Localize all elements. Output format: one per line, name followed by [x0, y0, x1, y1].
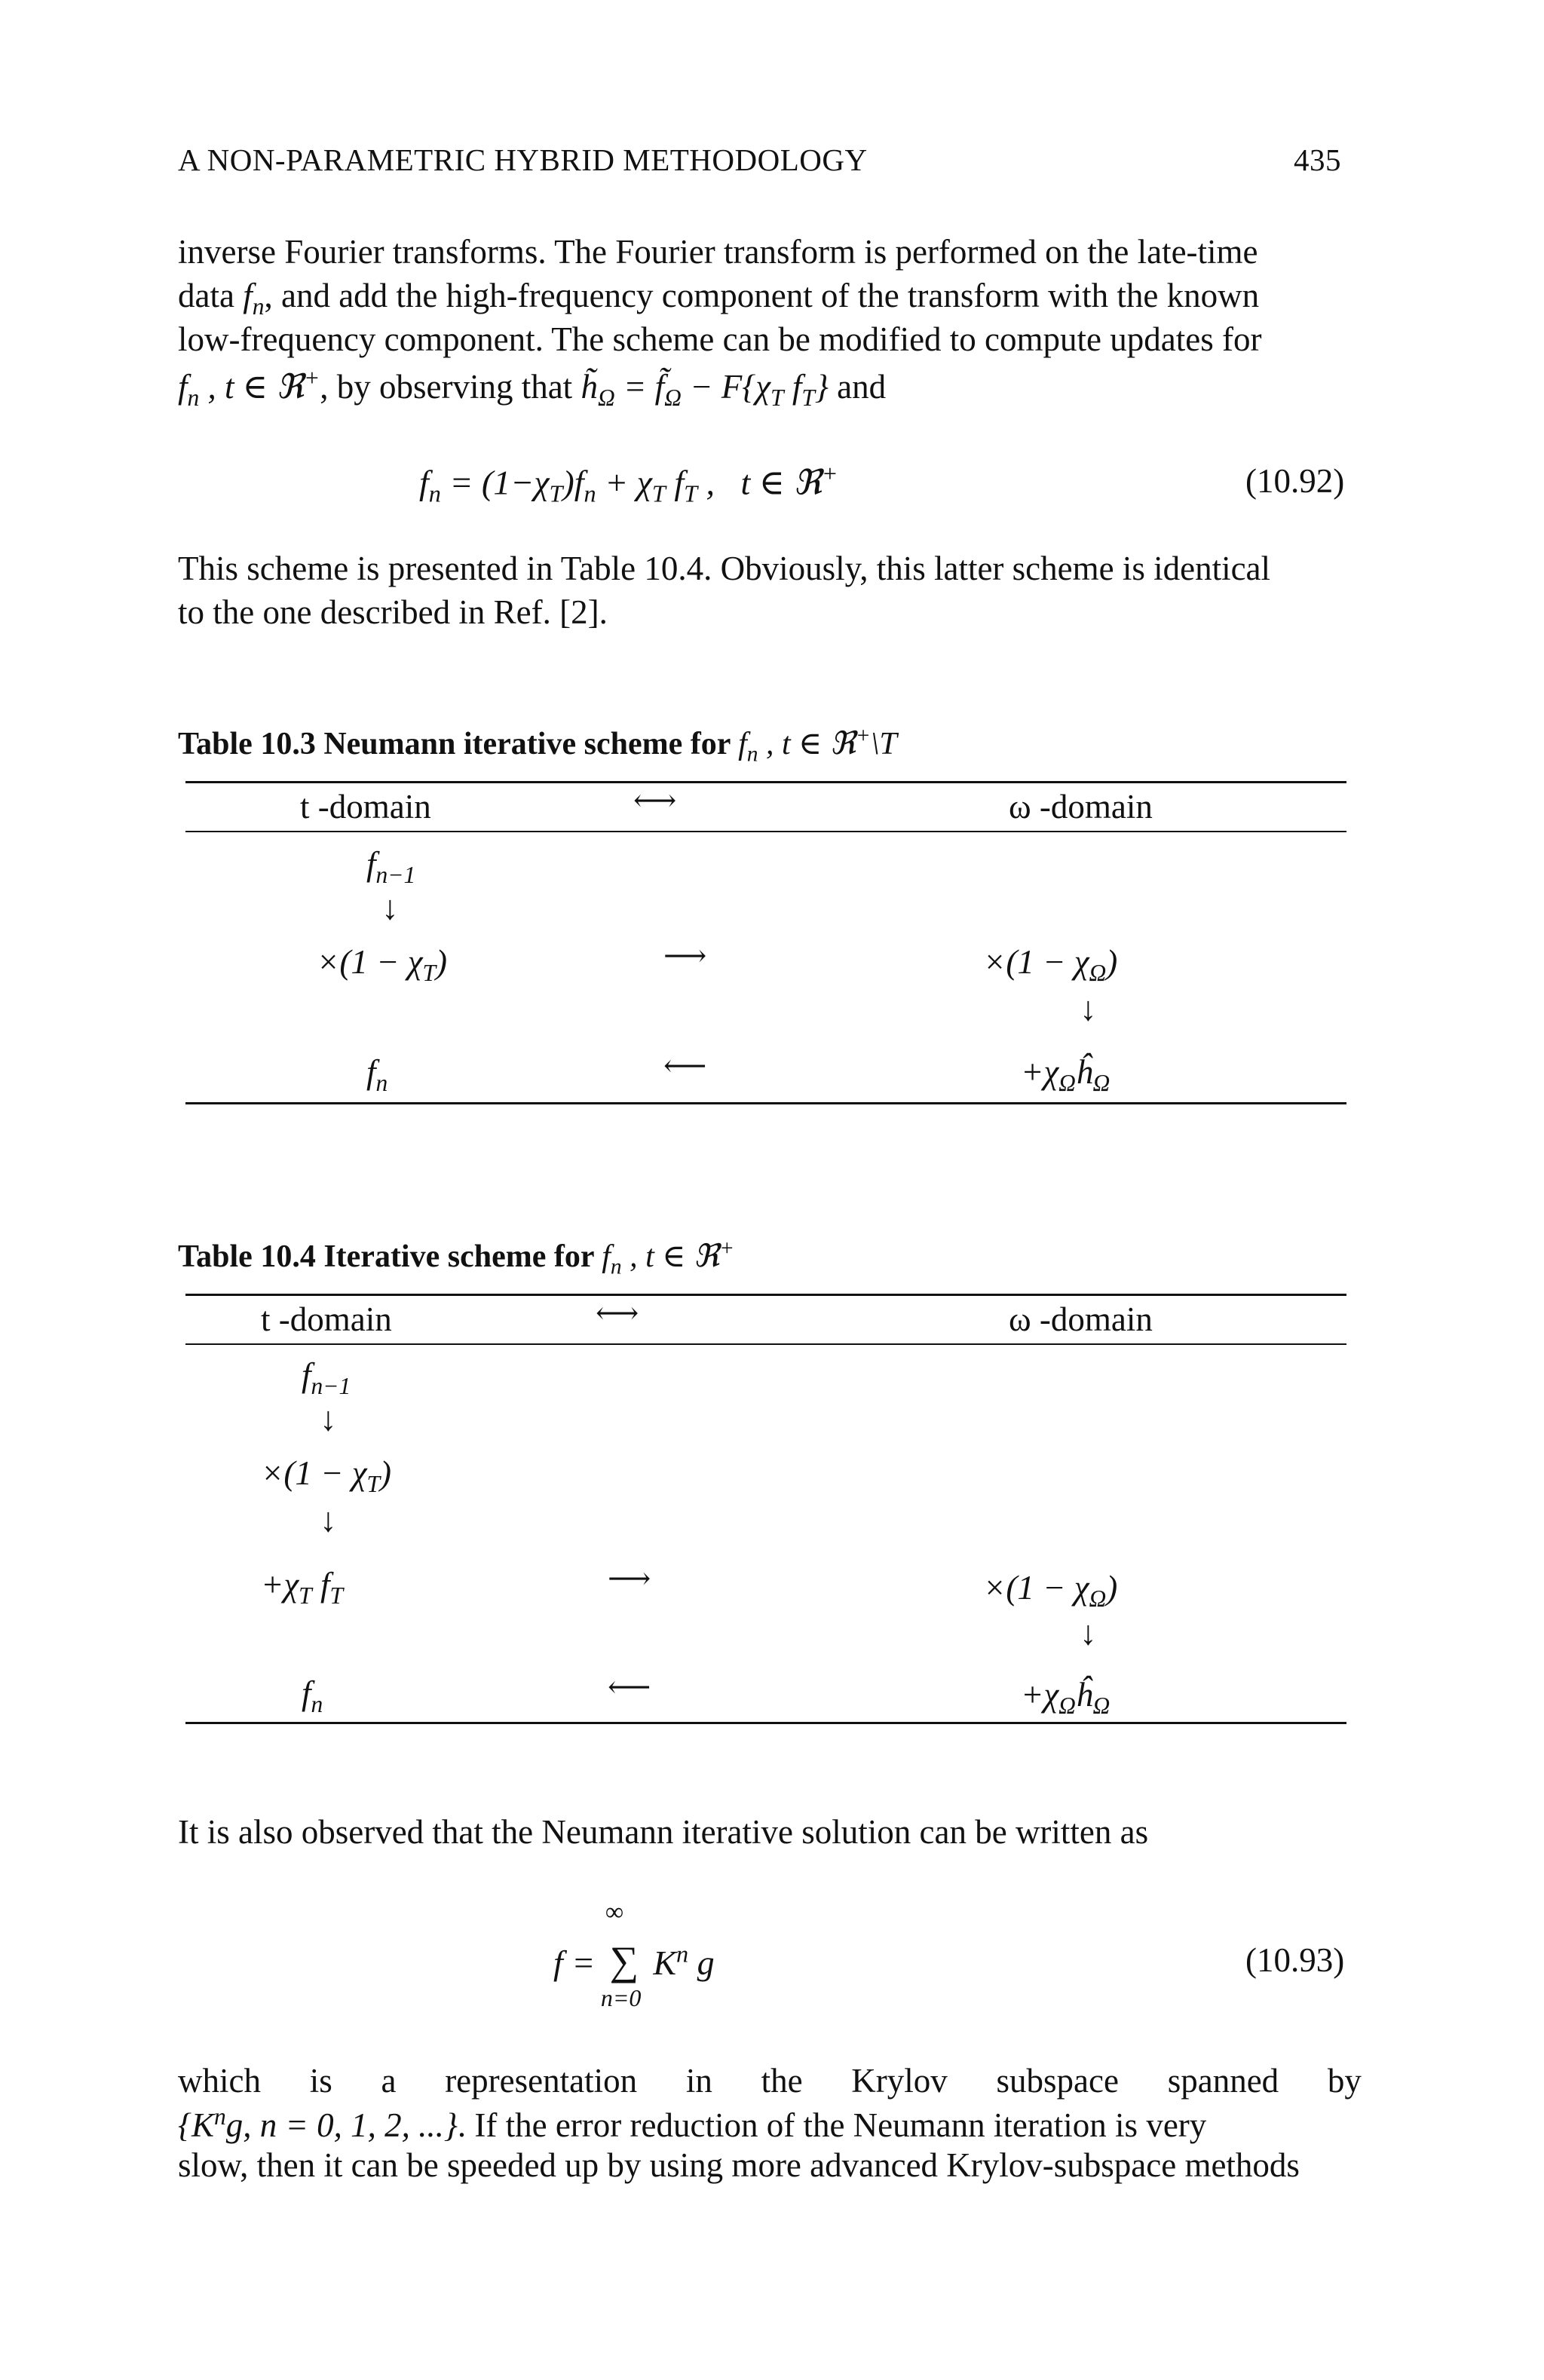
closing-line-3: slow, then it can be speeded up by using more advanced Krylov-subspace methods — [178, 2146, 1300, 2184]
t104-plus-chi-h: $+\chi_\Omega ĥ_\Omega$ — [1021, 1676, 1111, 1719]
table-10-4-caption-label: Table 10.4 Iterative scheme for — [178, 1239, 594, 1274]
table-10-4-caption-math: $f_n$ , t ∈ ℜ+ — [602, 1236, 734, 1279]
table-10-4-header-rule — [185, 1343, 1346, 1345]
equation-10-93: f = ∞ ∑ n=0 $K^n$ g — [553, 1898, 715, 2011]
running-title: A NON-PARAMETRIC HYBRID METHODOLOGY — [178, 142, 868, 177]
t103-plus-chi-h: $+\chi_\Omega ĥ_\Omega$ — [1021, 1053, 1111, 1096]
table-10-3-bottom-rule — [185, 1102, 1346, 1104]
t103-times-one-minus-chiOmega: $\times(1 - \chi_\Omega)$ — [983, 943, 1118, 986]
closing-word: in — [685, 2062, 712, 2100]
intro-line-3: low-frequency component. The scheme can be modified to compute updates for — [178, 320, 1262, 358]
intro-line-2 — [178, 276, 1362, 320]
closing-line-2 — [178, 2103, 1362, 2145]
math-h-relation: $h̃_\Omega$ = $f̃_\Omega - F\{\chi_T$ $f_T$} — [581, 368, 829, 411]
table-10-3-header-rule — [185, 831, 1346, 832]
closing-word: Krylov — [851, 2062, 948, 2100]
double-arrow-icon: ⟷ — [596, 1296, 639, 1330]
down-arrow-icon: ↓ — [1080, 990, 1097, 1028]
table-10-4-col-t: t -domain — [261, 1300, 392, 1338]
table-10-4-caption — [178, 1236, 734, 1279]
closing-word: a — [381, 2062, 397, 2100]
down-arrow-icon: ↓ — [381, 889, 399, 927]
table-10-3-caption — [178, 724, 897, 767]
down-arrow-icon: ↓ — [320, 1400, 337, 1438]
down-arrow-icon: ↓ — [320, 1501, 337, 1539]
right-arrow-icon: ⟶ — [663, 939, 707, 973]
table-10-3-caption-math: $f_n$ , t ∈ ℜ+\T — [738, 724, 897, 767]
t104-fn-minus-1: $f_{n-1}$ — [302, 1356, 351, 1399]
t104-fn: $f_n$ — [302, 1674, 323, 1717]
t104-times-one-minus-chiT: $\times(1 - \chi_T)$ — [261, 1454, 392, 1497]
closing-word: which — [178, 2062, 261, 2100]
math-krylov-set: {$K^ng$, n = 0, 1, 2, ...} — [178, 2103, 458, 2144]
page-number: 435 — [1294, 142, 1341, 177]
table-10-4-bottom-rule — [185, 1722, 1346, 1724]
t103-fn-minus-1: $f_{n-1}$ — [366, 845, 416, 888]
table-10-3-top-rule — [185, 781, 1346, 783]
left-arrow-icon: ⟵ — [663, 1049, 707, 1083]
closing-word: the — [761, 2062, 803, 2100]
t103-times-one-minus-chiT: $\times(1 - \chi_T)$ — [317, 943, 448, 986]
table-10-3-col-t: t -domain — [300, 788, 431, 825]
closing-word: is — [309, 2062, 332, 2100]
equation-number-10-92: (10.92) — [1245, 462, 1345, 500]
after-eq-line-1: This scheme is presented in Table 10.4. Obviously, this latter scheme is identical — [178, 550, 1271, 587]
right-arrow-icon: ⟶ — [608, 1561, 651, 1595]
intro-line-2-a: data — [178, 277, 234, 314]
closing-line-1 — [178, 2061, 1362, 2100]
left-arrow-icon: ⟵ — [608, 1670, 651, 1704]
intro-line-4-b: and — [837, 368, 887, 406]
table-10-4-top-rule — [185, 1294, 1346, 1296]
mid-text: It is also observed that the Neumann iterative solution can be written as — [178, 1813, 1149, 1851]
table-10-4-col-w: ω -domain — [1009, 1300, 1153, 1338]
t104-times-one-minus-chiOmega: $\times(1 - \chi_\Omega)$ — [983, 1569, 1118, 1612]
equation-10-92: $f_n = (1-\chi_T)f_n + \chi_T$ $f_T$ , t ∈ ℜ+ — [419, 460, 838, 507]
closing-word: subspace — [996, 2062, 1119, 2100]
table-10-3-caption-label: Table 10.3 Neumann iterative scheme for — [178, 727, 731, 761]
closing-word: by — [1327, 2062, 1362, 2100]
t103-fn: $f_n$ — [366, 1053, 388, 1096]
after-eq-line-2: to the one described in Ref. [2]. — [178, 593, 608, 631]
t104-plus-chiT-fT: $+\chi_T$ $f_T$ — [261, 1566, 343, 1609]
intro-line-4 — [178, 365, 1362, 412]
intro-line-2-b: , and add the high-frequency component of the transform with the known — [264, 277, 1260, 314]
double-arrow-icon: ⟷ — [633, 783, 677, 817]
table-10-3-col-w: ω -domain — [1009, 788, 1153, 825]
math-fn: $f_n$ — [243, 277, 265, 320]
closing-line-2-b: . If the error reduction of the Neumann iteration is very — [457, 2106, 1207, 2144]
closing-word: spanned — [1167, 2062, 1279, 2100]
intro-line-1: inverse Fourier transforms. The Fourier transform is performed on the late-time — [178, 233, 1258, 271]
math-fn-domain: $f_n$ , t ∈ ℜ+ — [178, 365, 320, 411]
intro-line-4-a: , by observing that — [320, 368, 573, 406]
closing-word: representation — [445, 2062, 638, 2100]
down-arrow-icon: ↓ — [1080, 1614, 1097, 1652]
equation-number-10-93: (10.93) — [1245, 1941, 1345, 1979]
